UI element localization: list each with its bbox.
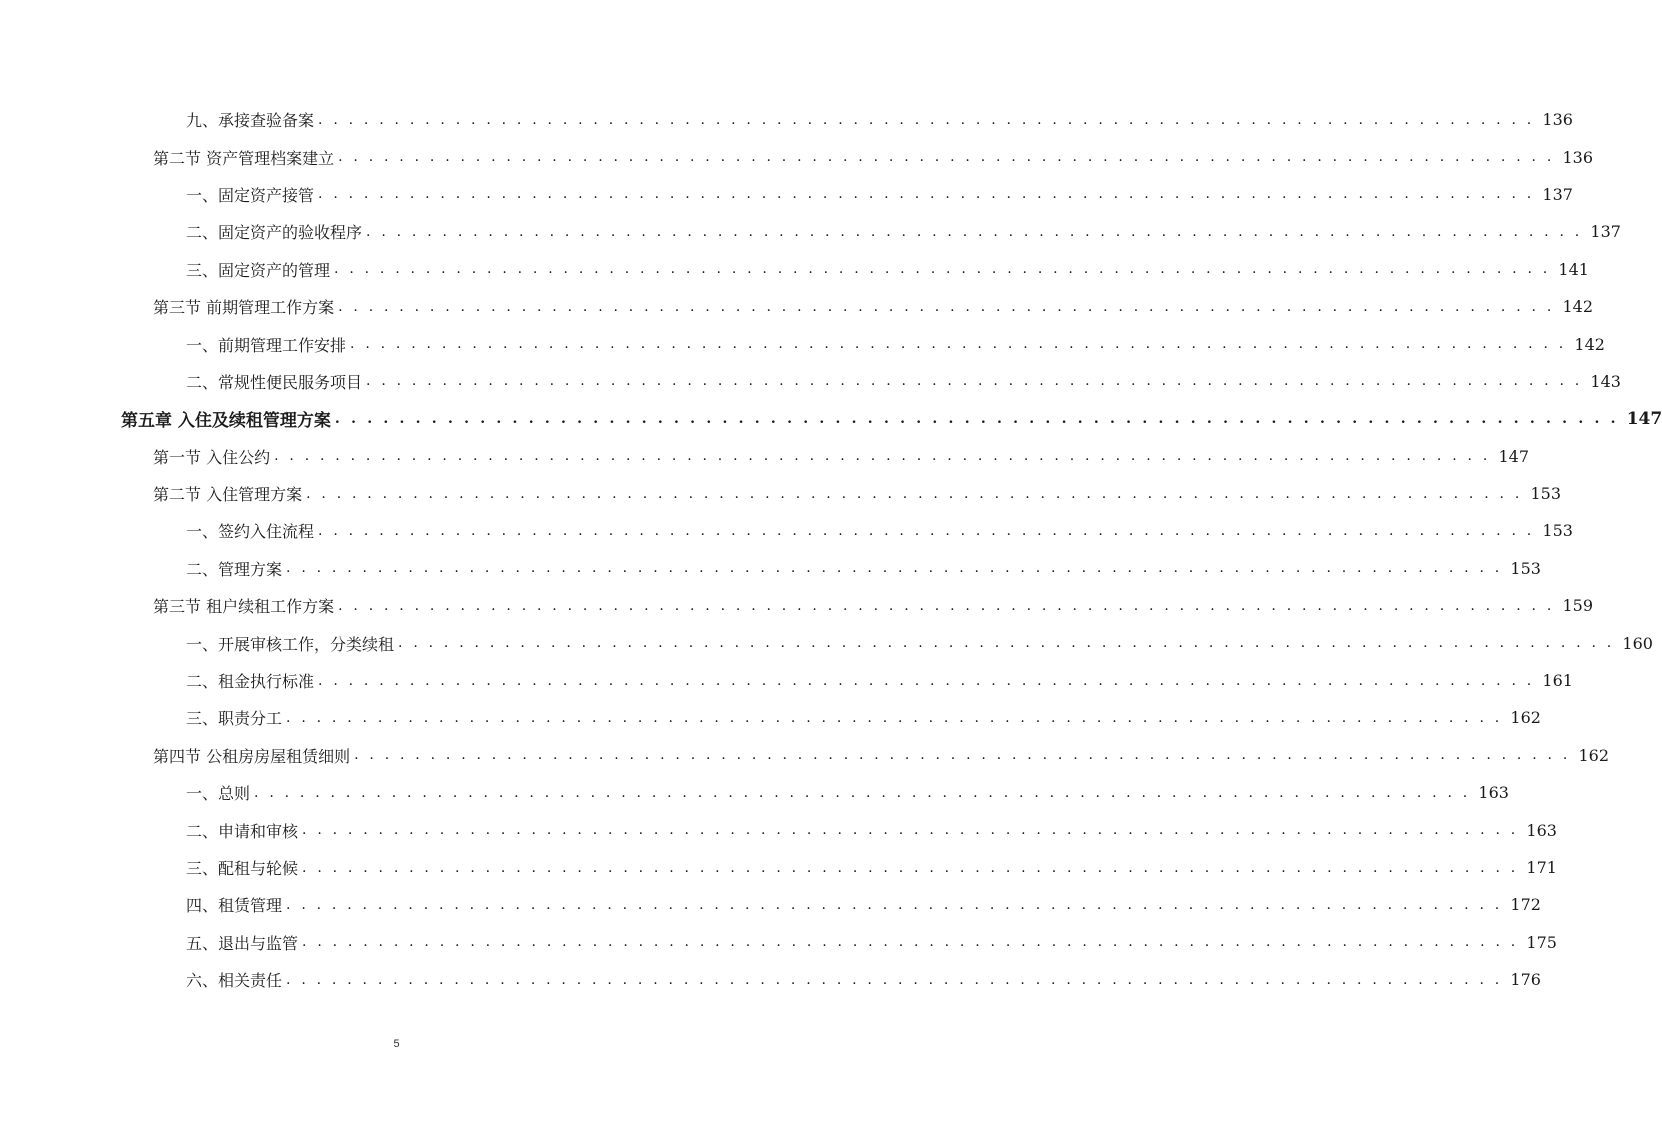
toc-entry-title: 第五章 入住及续租管理方案 <box>121 406 335 431</box>
dot-leader: . . . . . . . . . . . . . . . . . . . . . . . . . . . . . . . . . . . . . . . . . . . . . . . . . . . . . . . . . . . . . . . . . . . . . . . . . . . . . . . . <box>334 410 1619 427</box>
toc-entry-page-number: 147 <box>1498 446 1530 466</box>
dot-leader: . . . . . . . . . . . . . . . . . . . . . . . . . . . . . . . . . . . . . . . . . . . . . . . . . . . . . . . . . . . . . . . . . . . . . . . . . . . . . . . . <box>318 672 1535 689</box>
toc-section-entry[interactable] <box>0 587 1594 624</box>
dot-leader: . . . . . . . . . . . . . . . . . . . . . . . . . . . . . . . . . . . . . . . . . . . . . . . . . . . . . . . . . . . . . . . . . . . . . . . . . . . . . . . . <box>350 336 1567 353</box>
toc-subsection-entry[interactable] <box>0 886 1541 923</box>
toc-entry-title: 五、退出与监管 <box>186 931 302 954</box>
toc-entry-title: 六、相关责任 <box>186 968 286 991</box>
toc-entry-page-number: 163 <box>1478 783 1509 803</box>
toc-subsection-entry[interactable] <box>0 363 1621 400</box>
toc-entry-title: 一、签约入住流程 <box>186 519 318 542</box>
toc-section-entry[interactable] <box>0 737 1610 774</box>
toc-entry-title: 二、固定资产的验收程序 <box>186 220 366 243</box>
toc-subsection-entry[interactable] <box>0 213 1621 250</box>
toc-chapter-entry[interactable] <box>0 400 1662 437</box>
toc-entry-title: 九、承接查验备案 <box>186 108 318 131</box>
toc-subsection-entry[interactable] <box>0 849 1557 886</box>
toc-entry-title: 一、总则 <box>186 781 254 804</box>
dot-leader: . . . . . . . . . . . . . . . . . . . . . . . . . . . . . . . . . . . . . . . . . . . . . . . . . . . . . . . . . . . . . . . . . . . . . . . . . . . . . . . . <box>366 223 1583 240</box>
toc-entry-title: 第四节 公租房房屋租赁细则 <box>153 744 354 767</box>
toc-section-entry[interactable] <box>0 475 1562 512</box>
dot-leader: . . . . . . . . . . . . . . . . . . . . . . . . . . . . . . . . . . . . . . . . . . . . . . . . . . . . . . . . . . . . . . . . . . . . . . . . . . . . . . . . <box>338 149 1555 166</box>
toc-entry-title: 二、申请和审核 <box>186 819 302 842</box>
toc-entry-title: 第三节 租户续租工作方案 <box>153 594 338 617</box>
toc-entry-page-number: 160 <box>1622 633 1653 653</box>
dot-leader: . . . . . . . . . . . . . . . . . . . . . . . . . . . . . . . . . . . . . . . . . . . . . . . . . . . . . . . . . . . . . . . . . . . . . . . . . . . . . . . . <box>338 597 1555 614</box>
dot-leader: . . . . . . . . . . . . . . . . . . . . . . . . . . . . . . . . . . . . . . . . . . . . . . . . . . . . . . . . . . . . . . . . . . . . . . . . . . . . . . . . <box>286 709 1503 726</box>
dot-leader: . . . . . . . . . . . . . . . . . . . . . . . . . . . . . . . . . . . . . . . . . . . . . . . . . . . . . . . . . . . . . . . . . . . . . . . . . . . . . . . . <box>334 261 1551 278</box>
dot-leader: . . . . . . . . . . . . . . . . . . . . . . . . . . . . . . . . . . . . . . . . . . . . . . . . . . . . . . . . . . . . . . . . . . . . . . . . . . . . . . . . <box>286 971 1503 988</box>
toc-subsection-entry[interactable] <box>0 251 1589 288</box>
dot-leader: . . . . . . . . . . . . . . . . . . . . . . . . . . . . . . . . . . . . . . . . . . . . . . . . . . . . . . . . . . . . . . . . . . . . . . . . . . . . . . . . <box>302 822 1519 839</box>
toc-entry-page-number: 147 <box>1626 408 1662 429</box>
toc-subsection-entry[interactable] <box>0 325 1605 362</box>
dot-leader: . . . . . . . . . . . . . . . . . . . . . . . . . . . . . . . . . . . . . . . . . . . . . . . . . . . . . . . . . . . . . . . . . . . . . . . . . . . . . . . . <box>318 186 1535 203</box>
toc-section-entry[interactable] <box>0 288 1594 325</box>
toc-subsection-entry[interactable] <box>0 961 1541 998</box>
dot-leader: . . . . . . . . . . . . . . . . . . . . . . . . . . . . . . . . . . . . . . . . . . . . . . . . . . . . . . . . . . . . . . . . . . . . . . . . . . . . . . . . <box>354 747 1571 764</box>
dot-leader: . . . . . . . . . . . . . . . . . . . . . . . . . . . . . . . . . . . . . . . . . . . . . . . . . . . . . . . . . . . . . . . . . . . . . . . . . . . . . . . . <box>302 934 1519 951</box>
toc-subsection-entry[interactable] <box>0 811 1557 848</box>
toc-entry-title: 三、职责分工 <box>186 706 286 729</box>
toc-entry-title: 四、租赁管理 <box>186 893 286 916</box>
dot-leader: . . . . . . . . . . . . . . . . . . . . . . . . . . . . . . . . . . . . . . . . . . . . . . . . . . . . . . . . . . . . . . . . . . . . . . . . . . . . . . . . <box>398 635 1615 652</box>
toc-entry-page-number: 141 <box>1558 259 1589 279</box>
toc-entry-page-number: 159 <box>1562 596 1594 616</box>
toc-entry-page-number: 163 <box>1526 820 1557 840</box>
toc-subsection-entry[interactable] <box>0 550 1541 587</box>
toc-entry-title: 一、前期管理工作安排 <box>186 333 350 356</box>
toc-subsection-entry[interactable] <box>0 101 1573 138</box>
toc-entry-page-number: 143 <box>1590 371 1621 391</box>
dot-leader: . . . . . . . . . . . . . . . . . . . . . . . . . . . . . . . . . . . . . . . . . . . . . . . . . . . . . . . . . . . . . . . . . . . . . . . . . . . . . . . . <box>306 485 1523 502</box>
toc-entry-page-number: 136 <box>1542 110 1573 130</box>
toc-section-entry[interactable] <box>0 138 1594 175</box>
toc-entry-page-number: 142 <box>1562 297 1594 317</box>
toc-entry-page-number: 171 <box>1526 858 1557 877</box>
toc-entry-page-number: 162 <box>1510 708 1541 728</box>
dot-leader: . . . . . . . . . . . . . . . . . . . . . . . . . . . . . . . . . . . . . . . . . . . . . . . . . . . . . . . . . . . . . . . . . . . . . . . . . . . . . . . . <box>338 298 1555 315</box>
toc-entry-page-number: 162 <box>1578 745 1610 765</box>
toc-subsection-entry[interactable] <box>0 176 1573 213</box>
toc-subsection-entry[interactable] <box>0 699 1541 736</box>
toc-entry-page-number: 176 <box>1510 970 1541 990</box>
toc-entry-title: 第三节 前期管理工作方案 <box>153 295 338 318</box>
toc-entry-title: 三、配租与轮候 <box>186 856 302 879</box>
toc-entry-page-number: 136 <box>1562 147 1594 167</box>
toc-entry-title: 第二节 资产管理档案建立 <box>153 146 338 169</box>
toc-entry-title: 一、开展审核工作，分类续租 <box>186 632 398 655</box>
toc-entry-page-number: 153 <box>1530 484 1562 504</box>
dot-leader: . . . . . . . . . . . . . . . . . . . . . . . . . . . . . . . . . . . . . . . . . . . . . . . . . . . . . . . . . . . . . . . . . . . . . . . . . . . . . . . . <box>366 373 1583 390</box>
toc-entry-page-number: 153 <box>1510 558 1541 578</box>
dot-leader: . . . . . . . . . . . . . . . . . . . . . . . . . . . . . . . . . . . . . . . . . . . . . . . . . . . . . . . . . . . . . . . . . . . . . . . . . . . . . . . . <box>286 560 1503 577</box>
toc-entry-title: 第二节 入住管理方案 <box>153 482 306 505</box>
toc-section-entry[interactable] <box>0 438 1530 475</box>
toc-entry-page-number: 137 <box>1542 184 1573 204</box>
dot-leader: . . . . . . . . . . . . . . . . . . . . . . . . . . . . . . . . . . . . . . . . . . . . . . . . . . . . . . . . . . . . . . . . . . . . . . . . . . . . . . . . <box>302 859 1519 876</box>
toc-entry-page-number: 161 <box>1542 671 1573 691</box>
toc-entry-title: 二、租金执行标准 <box>186 669 318 692</box>
toc-entry-page-number: 175 <box>1526 932 1557 952</box>
toc-entry-title: 二、常规性便民服务项目 <box>186 370 366 393</box>
toc-entry-title: 三、固定资产的管理 <box>186 258 334 281</box>
toc-subsection-entry[interactable] <box>0 924 1557 961</box>
dot-leader: . . . . . . . . . . . . . . . . . . . . . . . . . . . . . . . . . . . . . . . . . . . . . . . . . . . . . . . . . . . . . . . . . . . . . . . . . . . . . . . . <box>254 784 1471 801</box>
toc-subsection-entry[interactable] <box>0 774 1509 811</box>
toc-entry-page-number: 153 <box>1542 521 1573 541</box>
page-number: 5 <box>393 1038 400 1050</box>
toc-entry-page-number: 142 <box>1574 334 1605 354</box>
table-of-contents <box>0 101 1662 998</box>
dot-leader: . . . . . . . . . . . . . . . . . . . . . . . . . . . . . . . . . . . . . . . . . . . . . . . . . . . . . . . . . . . . . . . . . . . . . . . . . . . . . . . . <box>274 448 1491 465</box>
toc-entry-page-number: 172 <box>1510 895 1541 915</box>
dot-leader: . . . . . . . . . . . . . . . . . . . . . . . . . . . . . . . . . . . . . . . . . . . . . . . . . . . . . . . . . . . . . . . . . . . . . . . . . . . . . . . . <box>318 111 1535 128</box>
dot-leader: . . . . . . . . . . . . . . . . . . . . . . . . . . . . . . . . . . . . . . . . . . . . . . . . . . . . . . . . . . . . . . . . . . . . . . . . . . . . . . . . <box>318 522 1535 539</box>
toc-entry-title: 二、管理方案 <box>186 557 286 580</box>
toc-entry-title: 一、固定资产接管 <box>186 183 318 206</box>
toc-subsection-entry[interactable] <box>0 512 1573 549</box>
toc-subsection-entry[interactable] <box>0 662 1573 699</box>
toc-entry-title: 第一节 入住公约 <box>153 445 274 468</box>
toc-entry-page-number: 137 <box>1590 222 1621 242</box>
dot-leader: . . . . . . . . . . . . . . . . . . . . . . . . . . . . . . . . . . . . . . . . . . . . . . . . . . . . . . . . . . . . . . . . . . . . . . . . . . . . . . . . <box>286 896 1503 913</box>
toc-subsection-entry[interactable] <box>0 624 1653 661</box>
